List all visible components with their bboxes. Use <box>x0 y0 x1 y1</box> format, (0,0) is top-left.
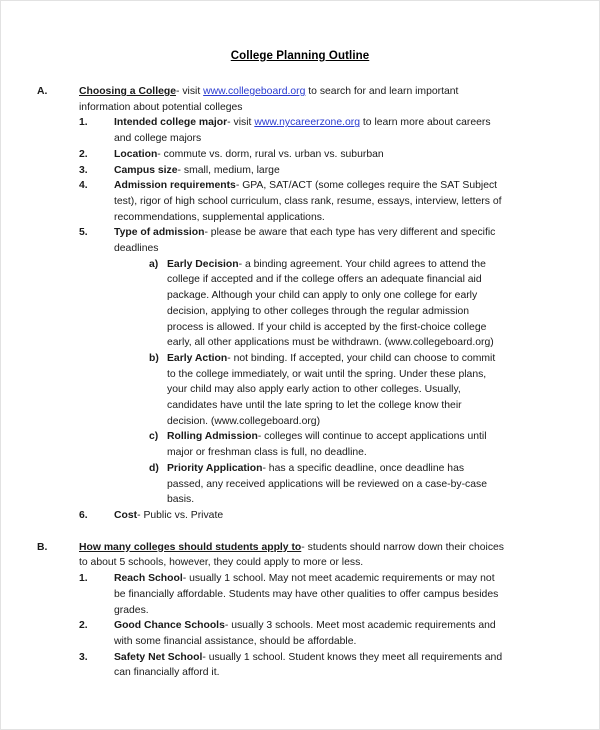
item-marker: 1. <box>79 573 88 585</box>
item-marker: 1. <box>79 117 88 129</box>
item-text-1: - GPA, SAT/ACT (some colleges require the SAT Subject test), rigor of high school curriculum, class rank, resume, essays, interview, letters of recommendations, supplemental applications. <box>114 180 502 223</box>
list-item <box>79 225 507 508</box>
sub-item-term: Early Action <box>167 352 228 364</box>
sub-item-term: Rolling Admission <box>167 431 258 443</box>
section-a-heading-term: Choosing a College <box>79 86 176 97</box>
item-marker: 3. <box>79 651 88 663</box>
section-a <box>37 84 599 524</box>
sub-item-marker: a) <box>149 258 159 270</box>
item-text-2: to learn more about careers and college majors <box>114 117 491 145</box>
collegeboard-link[interactable]: www.collegeboard.org <box>203 86 306 97</box>
list-item <box>79 163 507 179</box>
item-text-1: - usually 3 schools. Meet most academic requirements and with some financial assistance, should be affordable. <box>114 620 496 647</box>
nycareerzone-link[interactable]: www.nycareerzone.org <box>254 117 360 129</box>
item-text-1: - visit <box>227 117 255 129</box>
section-b-list <box>79 571 507 681</box>
sub-item-term: Priority Application <box>167 462 263 474</box>
section-b-marker: B. <box>37 541 48 553</box>
item-marker: 4. <box>79 180 88 192</box>
item-term: Admission requirements <box>114 180 236 192</box>
item-term: Intended college major <box>114 117 228 129</box>
item-term: Location <box>114 148 158 160</box>
section-b-heading-text-1: - students should narrow down their choices to about 5 schools, however, they could apply to more or less. <box>79 541 505 569</box>
sub-list-item <box>149 429 498 460</box>
document-body <box>1 62 599 681</box>
sub-item-marker: b) <box>149 352 159 364</box>
item-term: Reach School <box>114 573 183 585</box>
section-a-heading-text-1: - visit <box>176 86 204 97</box>
item-text-1: - usually 1 school. May not meet academic requirements or may not be financially affordable. Students may have other qualities to offer campus besides grades. <box>114 573 499 616</box>
list-item <box>79 650 507 681</box>
item-marker: 6. <box>79 509 88 521</box>
list-item <box>79 618 507 649</box>
sub-list-item <box>149 257 498 351</box>
item-text-1: - commute vs. dorm, rural vs. urban vs. suburban <box>157 148 384 160</box>
list-item <box>79 115 507 146</box>
item-term: Type of admission <box>114 227 205 239</box>
section-b-heading-term: How many colleges should students apply to <box>79 541 302 553</box>
section-a-list <box>79 115 507 523</box>
section-b <box>37 540 599 681</box>
item-marker: 2. <box>79 620 88 632</box>
item-text-1: - small, medium, large <box>177 164 280 176</box>
item-term: Campus size <box>114 164 178 176</box>
item-marker: 5. <box>79 227 88 239</box>
section-a-heading-text-2: to search for and learn important information about potential colleges <box>79 86 459 113</box>
page-title: College Planning Outline <box>230 50 370 62</box>
sub-list-item <box>149 461 498 508</box>
list-item <box>79 178 507 225</box>
list-item <box>79 147 507 163</box>
sub-item-term: Early Decision <box>167 258 239 270</box>
item-term: Safety Net School <box>114 651 203 663</box>
list-item <box>79 508 507 524</box>
section-a-heading <box>79 84 507 115</box>
sub-item-text: - not binding. If accepted, your child can choose to commit to the college immediately, or wait until the spring. Under these plans, your child may also apply early action to other colleges. Usually, candidates have until the late spring to let the college know their decision. (www.collegeboard.org) <box>167 352 496 427</box>
section-a-marker: A. <box>37 86 48 97</box>
item-marker: 2. <box>79 148 88 160</box>
sub-item-text: - a binding agreement. Your child agrees to attend the college if accepted and if the college offers an adequate financial aid package. Although your child can apply to only one college for early decision, applying to other colleges through the regular admission process is allowed. If your child is accepted by the first-choice college early, all other applications must be withdrawn. (www.collegeboard.org) <box>167 258 494 349</box>
sub-item-marker: d) <box>149 462 159 474</box>
item-text-1: - usually 1 school. Student knows they meet all requirements and can financially afford it. <box>114 651 503 679</box>
item-term: Cost <box>114 509 138 521</box>
item-text-1: - Public vs. Private <box>137 509 224 521</box>
item-term: Good Chance Schools <box>114 620 225 632</box>
section-b-heading <box>79 540 507 571</box>
sub-item-marker: c) <box>149 431 159 443</box>
admission-type-list <box>114 257 507 508</box>
item-text-1: - please be aware that each type has very different and specific deadlines <box>114 227 496 255</box>
list-item <box>79 571 507 618</box>
sub-list-item <box>149 351 498 430</box>
sub-item-text: - colleges will continue to accept applications until major or freshman class is full, no deadline. <box>167 431 487 459</box>
item-marker: 3. <box>79 164 88 176</box>
sub-item-text: - has a specific deadline, once deadline has passed, any received applications will be reviewed on a case-by-case basis. <box>167 462 487 506</box>
